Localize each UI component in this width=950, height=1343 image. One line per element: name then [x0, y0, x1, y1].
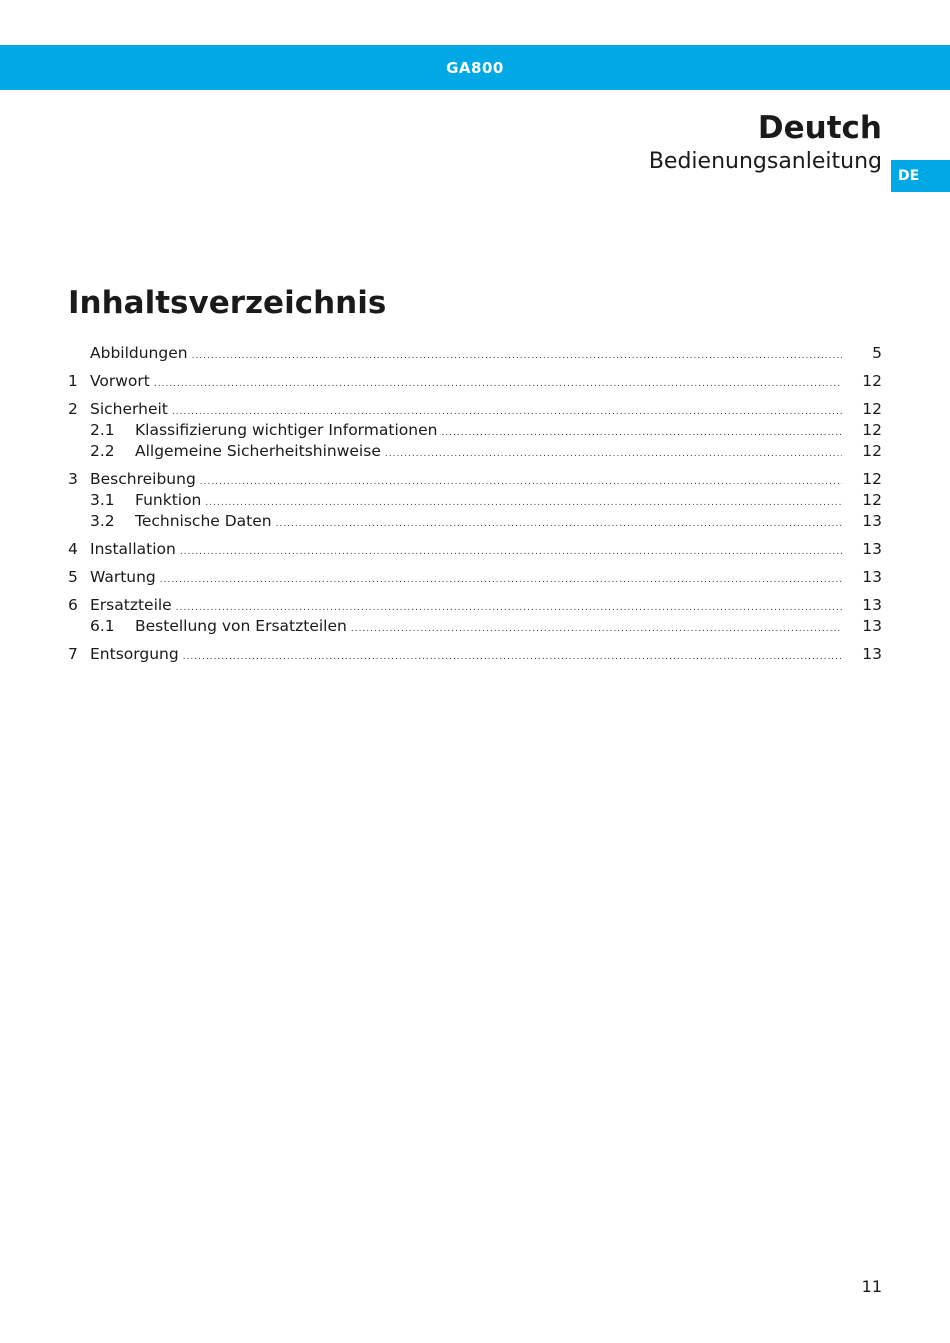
page-number: 11 — [861, 1277, 882, 1296]
toc-entry-page: 12 — [862, 470, 882, 488]
toc-subentry[interactable] — [68, 490, 882, 511]
toc-leader-dots — [160, 570, 842, 591]
toc-entry-page: 13 — [862, 617, 882, 635]
language-tab — [891, 160, 950, 192]
language-tab-label: DE — [898, 168, 920, 184]
toc-entry-number: 5 — [68, 568, 78, 586]
toc-leader-dots — [154, 374, 842, 395]
toc-leader-dots — [441, 423, 842, 444]
toc-entry[interactable] — [68, 371, 882, 392]
toc-leader-dots — [385, 444, 842, 465]
toc-subentry[interactable] — [68, 420, 882, 441]
toc-subentry[interactable] — [68, 511, 882, 532]
toc-entry-page: 13 — [862, 540, 882, 558]
toc-entry[interactable] — [68, 469, 882, 490]
toc-entry-page: 13 — [862, 645, 882, 663]
toc-entry-page: 12 — [862, 491, 882, 509]
toc-entry-number: 2.2 — [90, 442, 115, 460]
toc-entry-number: 3.1 — [90, 491, 115, 509]
toc-leader-dots — [351, 619, 842, 640]
toc-leader-dots — [200, 472, 842, 493]
toc-entry-page: 13 — [862, 512, 882, 530]
toc-entry[interactable] — [68, 595, 882, 616]
toc-leader-dots — [183, 647, 842, 668]
toc-entry-number: 2 — [68, 400, 78, 418]
toc-subentry[interactable] — [68, 441, 882, 462]
toc-entry-label: Technische Daten — [135, 512, 272, 530]
toc-entry[interactable] — [68, 343, 882, 364]
toc-entry-page: 5 — [872, 344, 882, 362]
toc-entry-label: Funktion — [135, 491, 202, 509]
toc-entry-number: 3.2 — [90, 512, 115, 530]
toc-entry-page: 12 — [862, 372, 882, 390]
toc-entry-label: Vorwort — [90, 372, 150, 390]
toc-entry-label: Abbildungen — [90, 344, 188, 362]
toc-title: Inhaltsverzeichnis — [68, 285, 387, 321]
toc-leader-dots — [192, 346, 842, 367]
toc-entry-page: 12 — [862, 442, 882, 460]
toc-entry-label: Installation — [90, 540, 176, 558]
toc-entry[interactable] — [68, 567, 882, 588]
model-title: GA800 — [446, 58, 504, 77]
header-bar — [0, 45, 950, 90]
toc-entry-number: 7 — [68, 645, 78, 663]
toc-leader-dots — [276, 514, 842, 535]
toc-entry-label: Entsorgung — [90, 645, 179, 663]
toc-entry-label: Bestellung von Ersatzteilen — [135, 617, 347, 635]
toc-subentry[interactable] — [68, 616, 882, 637]
toc-entry-label: Wartung — [90, 568, 156, 586]
toc-entry-label: Klassifizierung wichtiger Informationen — [135, 421, 438, 439]
toc-entry-number: 2.1 — [90, 421, 115, 439]
toc-entry-label: Ersatzteile — [90, 596, 172, 614]
toc-entry-page: 13 — [862, 568, 882, 586]
toc-entry-page: 12 — [862, 400, 882, 418]
toc-entry-page: 13 — [862, 596, 882, 614]
document-subtitle: Bedienungsanleitung — [648, 149, 882, 174]
table-of-contents — [68, 343, 882, 665]
language-name: Deutch — [757, 110, 882, 146]
toc-leader-dots — [180, 542, 842, 563]
toc-entry[interactable] — [68, 644, 882, 665]
toc-entry-label: Allgemeine Sicherheitshinweise — [135, 442, 381, 460]
toc-entry-label: Sicherheit — [90, 400, 168, 418]
toc-entry-label: Beschreibung — [90, 470, 196, 488]
language-heading — [649, 108, 882, 176]
toc-entry[interactable] — [68, 539, 882, 560]
toc-entry-number: 6 — [68, 596, 78, 614]
toc-entry-number: 4 — [68, 540, 78, 558]
toc-entry-number: 1 — [68, 372, 78, 390]
toc-leader-dots — [205, 493, 842, 514]
toc-entry-number: 3 — [68, 470, 78, 488]
toc-entry-page: 12 — [862, 421, 882, 439]
toc-entry-number: 6.1 — [90, 617, 115, 635]
toc-entry[interactable] — [68, 399, 882, 420]
